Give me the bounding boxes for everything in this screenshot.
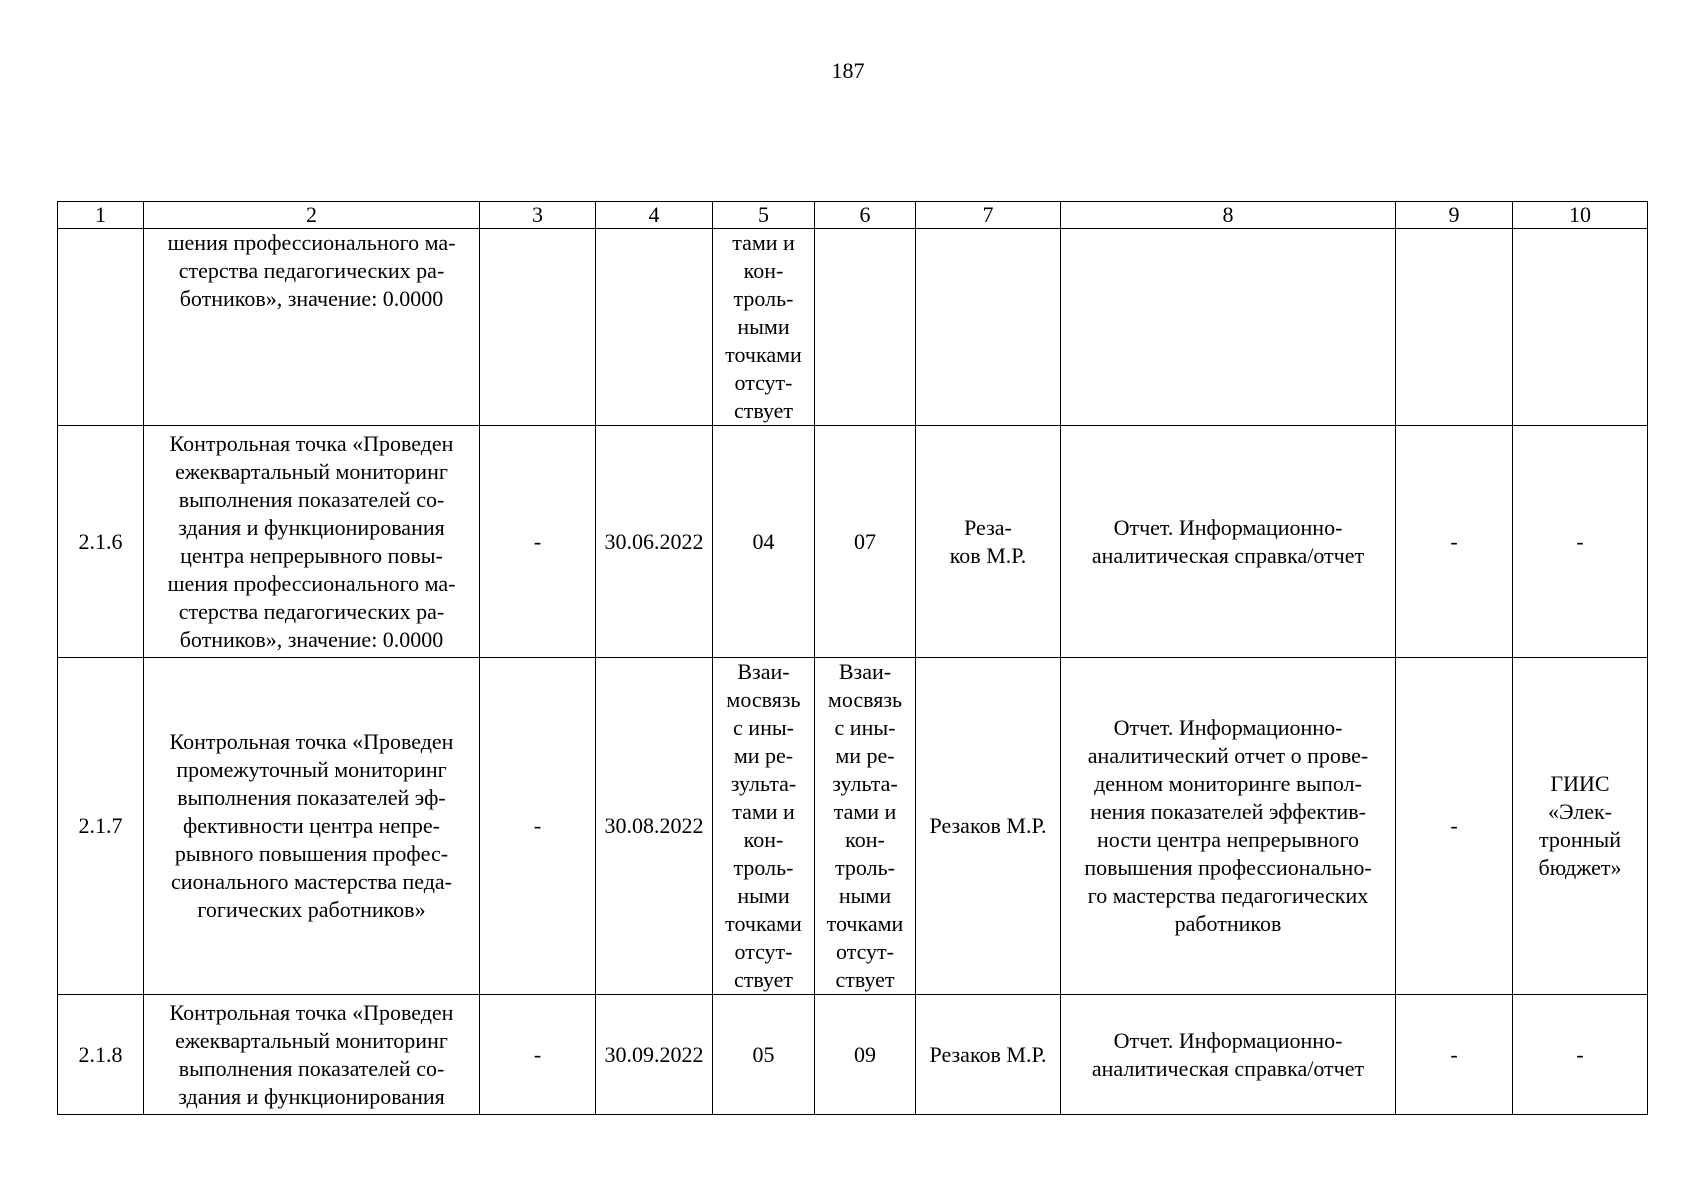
header-cell: 5 <box>713 202 815 229</box>
plan-table <box>57 201 1648 1115</box>
event-description: Контрольная точка «Проведен ежеквартальный мониторинг выполнения показателей со- здания и функционирования <box>144 995 480 1115</box>
responsible <box>916 229 1061 426</box>
start-date: - <box>480 658 596 995</box>
header-cell: 6 <box>815 202 916 229</box>
predecessor: 05 <box>713 995 815 1115</box>
header-cell: 3 <box>480 202 596 229</box>
event-description: Контрольная точка «Проведен промежуточный мониторинг выполнения показателей эф- фективности центра непре- рывного повышения профес- сионального мастерства педа- гогических работников» <box>144 658 480 995</box>
page-number: 187 <box>831 58 865 83</box>
information-system <box>1513 229 1648 426</box>
level-of-control: - <box>1396 658 1513 995</box>
responsible: Резаков М.Р. <box>916 995 1061 1115</box>
information-system: - <box>1513 995 1648 1115</box>
header-cell: 4 <box>596 202 713 229</box>
successor <box>815 229 916 426</box>
information-system: ГИИС «Элек- тронный бюджет» <box>1513 658 1648 995</box>
result-document: Отчет. Информационно- аналитический отчет о прове- денном мониторинге выпол- нения показателей эффектив- ности центра непрерывного повышения профессионально- го мастерства педагогических работников <box>1061 658 1396 995</box>
row-number: 2.1.6 <box>58 426 144 658</box>
end-date: 30.06.2022 <box>596 426 713 658</box>
row-number <box>58 229 144 426</box>
header-cell: 9 <box>1396 202 1513 229</box>
table-row <box>58 995 1648 1115</box>
start-date: - <box>480 995 596 1115</box>
end-date: 30.08.2022 <box>596 658 713 995</box>
predecessor: тами и кон- троль- ными точками отсут- ствует <box>713 229 815 426</box>
end-date: 30.09.2022 <box>596 995 713 1115</box>
result-document <box>1061 229 1396 426</box>
responsible: Реза- ков М.Р. <box>916 426 1061 658</box>
information-system: - <box>1513 426 1648 658</box>
start-date: - <box>480 426 596 658</box>
result-document: Отчет. Информационно- аналитическая справка/отчет <box>1061 426 1396 658</box>
end-date <box>596 229 713 426</box>
successor: 07 <box>815 426 916 658</box>
header-cell: 2 <box>144 202 480 229</box>
level-of-control <box>1396 229 1513 426</box>
header-cell: 10 <box>1513 202 1648 229</box>
successor: Взаи- мосвязь с ины- ми ре- зульта- тами и кон- троль- ными точками отсут- ствует <box>815 658 916 995</box>
event-description: шения профессионального ма- стерства педагогических ра- ботников», значение: 0.0000 <box>144 229 480 426</box>
successor: 09 <box>815 995 916 1115</box>
table-row <box>58 229 1648 426</box>
header-row <box>58 202 1648 229</box>
result-document: Отчет. Информационно- аналитическая справка/отчет <box>1061 995 1396 1115</box>
predecessor: Взаи- мосвязь с ины- ми ре- зульта- тами и кон- троль- ными точками отсут- ствует <box>713 658 815 995</box>
header-cell: 7 <box>916 202 1061 229</box>
header-cell: 8 <box>1061 202 1396 229</box>
row-number: 2.1.8 <box>58 995 144 1115</box>
event-description: Контрольная точка «Проведен ежеквартальный мониторинг выполнения показателей со- здания и функционирования центра непрерывного повы- шения профессионального ма- стерства педагогических ра- ботников», значение: 0.0000 <box>144 426 480 658</box>
responsible: Резаков М.Р. <box>916 658 1061 995</box>
predecessor: 04 <box>713 426 815 658</box>
level-of-control: - <box>1396 426 1513 658</box>
start-date <box>480 229 596 426</box>
row-number: 2.1.7 <box>58 658 144 995</box>
table-row <box>58 658 1648 995</box>
level-of-control: - <box>1396 995 1513 1115</box>
table-row <box>58 426 1648 658</box>
header-cell: 1 <box>58 202 144 229</box>
